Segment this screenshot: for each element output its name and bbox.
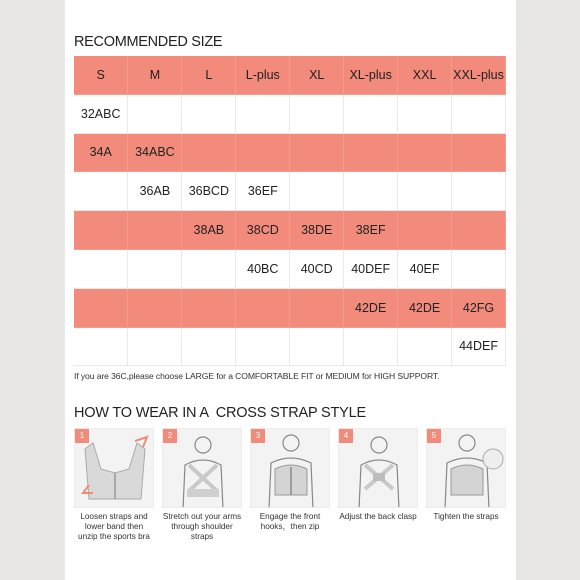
size-cell xyxy=(344,327,398,366)
step-image-tighten xyxy=(426,428,506,508)
table-row xyxy=(74,327,506,366)
size-guide-card xyxy=(65,0,516,580)
size-cell xyxy=(398,327,452,366)
size-cell xyxy=(452,211,506,250)
step-image-back-clasp xyxy=(338,428,418,508)
size-cell xyxy=(452,133,506,172)
size-cell xyxy=(236,288,290,327)
size-cell xyxy=(182,94,236,133)
size-cell: 40CD xyxy=(290,249,344,288)
size-cell: 44DEF xyxy=(452,327,506,366)
size-cell: 40EF xyxy=(398,249,452,288)
step-number: 4 xyxy=(339,429,353,443)
size-cell xyxy=(236,133,290,172)
step-image-hooks xyxy=(250,428,330,508)
size-table xyxy=(74,56,506,366)
size-cell xyxy=(344,133,398,172)
size-cell xyxy=(182,327,236,366)
size-cell xyxy=(74,288,128,327)
size-cell xyxy=(74,327,128,366)
size-header-cell: XXL xyxy=(398,56,452,94)
step-number: 1 xyxy=(75,429,89,443)
table-row xyxy=(74,211,506,250)
size-header-cell: M xyxy=(128,56,182,94)
step-caption: Engage the front hooks，then zip xyxy=(259,512,321,531)
size-cell xyxy=(128,94,182,133)
size-cell xyxy=(452,94,506,133)
size-cell: 42DE xyxy=(398,288,452,327)
page-title: RECOMMENDED SIZE xyxy=(74,34,223,50)
step-4 xyxy=(338,428,418,522)
step-number: 2 xyxy=(163,429,177,443)
size-cell: 38EF xyxy=(344,211,398,250)
step-image-arms xyxy=(162,428,242,508)
size-cell xyxy=(74,172,128,211)
size-cell xyxy=(74,211,128,250)
size-cell: 42FG xyxy=(452,288,506,327)
table-row xyxy=(74,288,506,327)
size-cell xyxy=(398,94,452,133)
size-cell: 36EF xyxy=(236,172,290,211)
size-cell xyxy=(128,288,182,327)
size-cell xyxy=(236,327,290,366)
step-1 xyxy=(74,428,154,542)
size-cell xyxy=(398,133,452,172)
size-cell xyxy=(398,211,452,250)
size-cell xyxy=(344,94,398,133)
size-cell xyxy=(182,133,236,172)
size-cell xyxy=(182,249,236,288)
step-caption: Loosen straps and lower band then unzip the sports bra xyxy=(78,512,150,541)
step-caption: Adjust the back clasp xyxy=(339,512,417,521)
size-cell xyxy=(128,327,182,366)
size-cell: 40DEF xyxy=(344,249,398,288)
size-header-cell: S xyxy=(74,56,128,94)
wear-steps xyxy=(74,428,506,548)
size-cell xyxy=(398,172,452,211)
size-cell xyxy=(290,172,344,211)
table-row xyxy=(74,133,506,172)
size-cell xyxy=(182,288,236,327)
size-cell: 40BC xyxy=(236,249,290,288)
size-cell xyxy=(344,172,398,211)
table-row xyxy=(74,172,506,211)
table-row xyxy=(74,249,506,288)
step-3 xyxy=(250,428,330,532)
size-cell xyxy=(290,288,344,327)
size-cell: 34A xyxy=(74,133,128,172)
fit-note: If you are 36C,please choose LARGE for a COMFORTABLE FIT or MEDIUM for HIGH SUPPORT. xyxy=(74,371,440,381)
size-cell: 34ABC xyxy=(128,133,182,172)
size-cell: 38AB xyxy=(182,211,236,250)
section-title: HOW TO WEAR IN A CROSS STRAP STYLE xyxy=(74,405,366,421)
step-image-unzip xyxy=(74,428,154,508)
step-caption: Stretch out your arms through shoulder straps xyxy=(162,512,242,541)
step-caption: Tighten the straps xyxy=(433,512,499,521)
size-header-cell: XXL-plus xyxy=(452,56,506,94)
size-cell xyxy=(236,94,290,133)
size-cell xyxy=(128,249,182,288)
size-cell xyxy=(74,249,128,288)
table-row xyxy=(74,94,506,133)
size-cell xyxy=(452,172,506,211)
step-2 xyxy=(162,428,242,542)
size-cell xyxy=(290,94,344,133)
size-cell xyxy=(290,327,344,366)
step-number: 3 xyxy=(251,429,265,443)
size-header-cell: XL-plus xyxy=(344,56,398,94)
size-header-row xyxy=(74,56,506,94)
step-number: 5 xyxy=(427,429,441,443)
size-header-cell: L-plus xyxy=(236,56,290,94)
size-header-cell: XL xyxy=(290,56,344,94)
size-cell: 38DE xyxy=(290,211,344,250)
size-cell xyxy=(128,211,182,250)
step-5 xyxy=(426,428,506,522)
size-cell: 36AB xyxy=(128,172,182,211)
size-header-cell: L xyxy=(182,56,236,94)
size-cell xyxy=(290,133,344,172)
size-cell: 38CD xyxy=(236,211,290,250)
size-cell xyxy=(452,249,506,288)
size-cell: 32ABC xyxy=(74,94,128,133)
size-cell: 36BCD xyxy=(182,172,236,211)
size-cell: 42DE xyxy=(344,288,398,327)
